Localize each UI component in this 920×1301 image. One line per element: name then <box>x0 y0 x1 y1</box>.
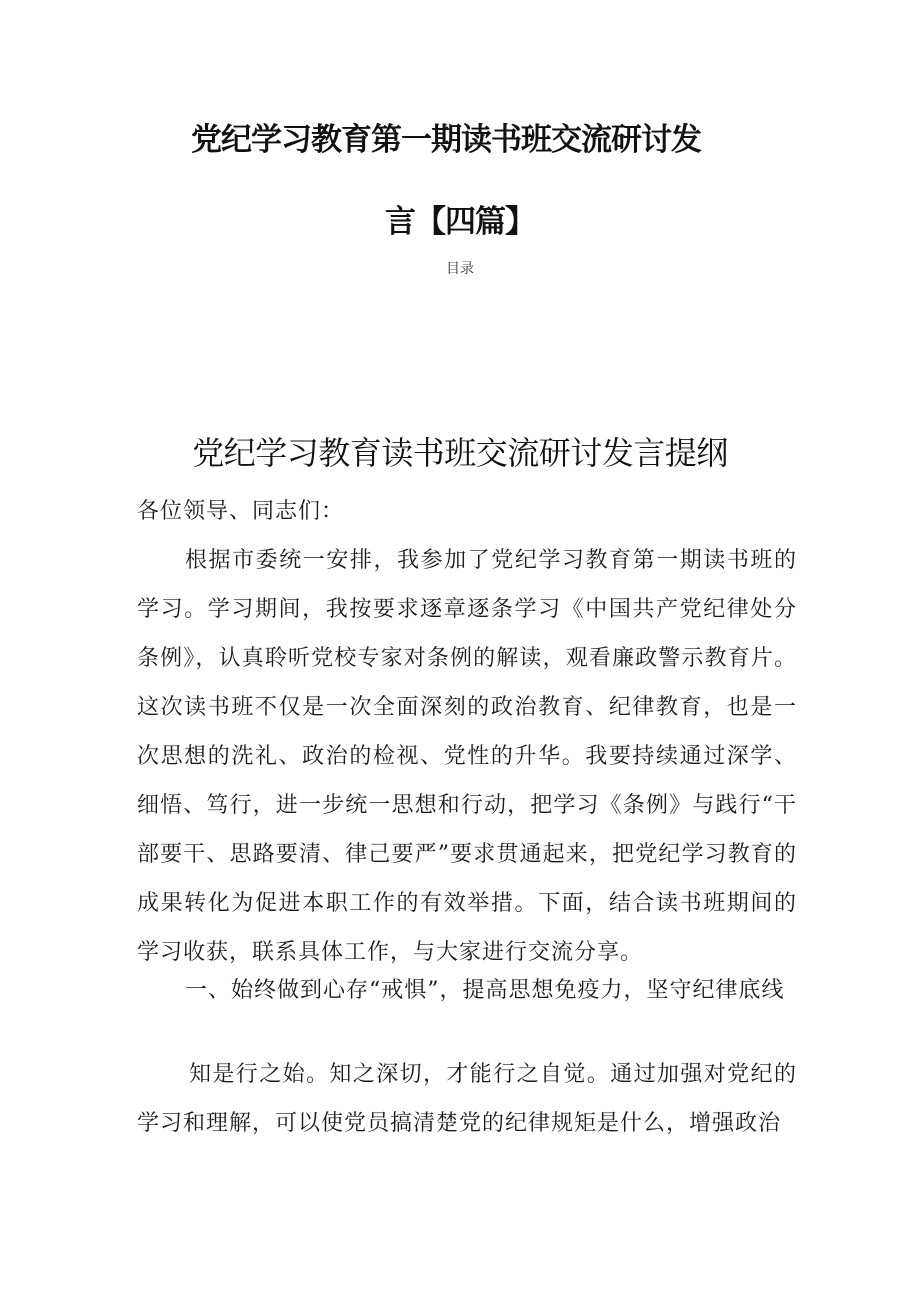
table-of-contents-label: 目录 <box>446 261 474 277</box>
section-title: 党纪学习教育读书班交流研讨发言提纲 <box>192 434 728 472</box>
paragraph-1: 根据市委统一安排，我参加了党纪学习教育第一期读书班的学习。学习期间，我按要求逐章逐条学习《中国共产党纪律处分条例》，认真聆听党校专家对条例的解读，观看廉政警示教育片。这次读书班不仅是一次全面深刻的政治教育、纪律教育，也是一次思想的洗礼、政治的检视、党性的升华。我要持续通过深学、细悟、笃行，进一步统一思想和行动，把学习《条例》与践行“干部要干、思路要清、律己要严”要求贯通起来，把党纪学习教育的成果转化为促进本职工作的有效举措。下面，结合读书班期间的学习收获，联系具体工作，与大家进行交流分享。 <box>137 548 797 965</box>
paragraph-2: 知是行之始。知之深切，才能行之自觉。通过加强对党纪的学习和理解，可以使党员搞清楚党的纪律规矩是什么，增强政治 <box>137 1062 797 1136</box>
document-title-line-2: 言【四篇】 <box>385 204 535 240</box>
document-title-line-1: 党纪学习教育第一期读书班交流研讨发 <box>191 122 701 158</box>
subsection-heading-1: 一、始终做到心存“戒惧”，提高思想免疫力，坚守纪律底线 <box>185 978 785 1003</box>
salutation: 各位领导、同志们： <box>137 499 345 524</box>
